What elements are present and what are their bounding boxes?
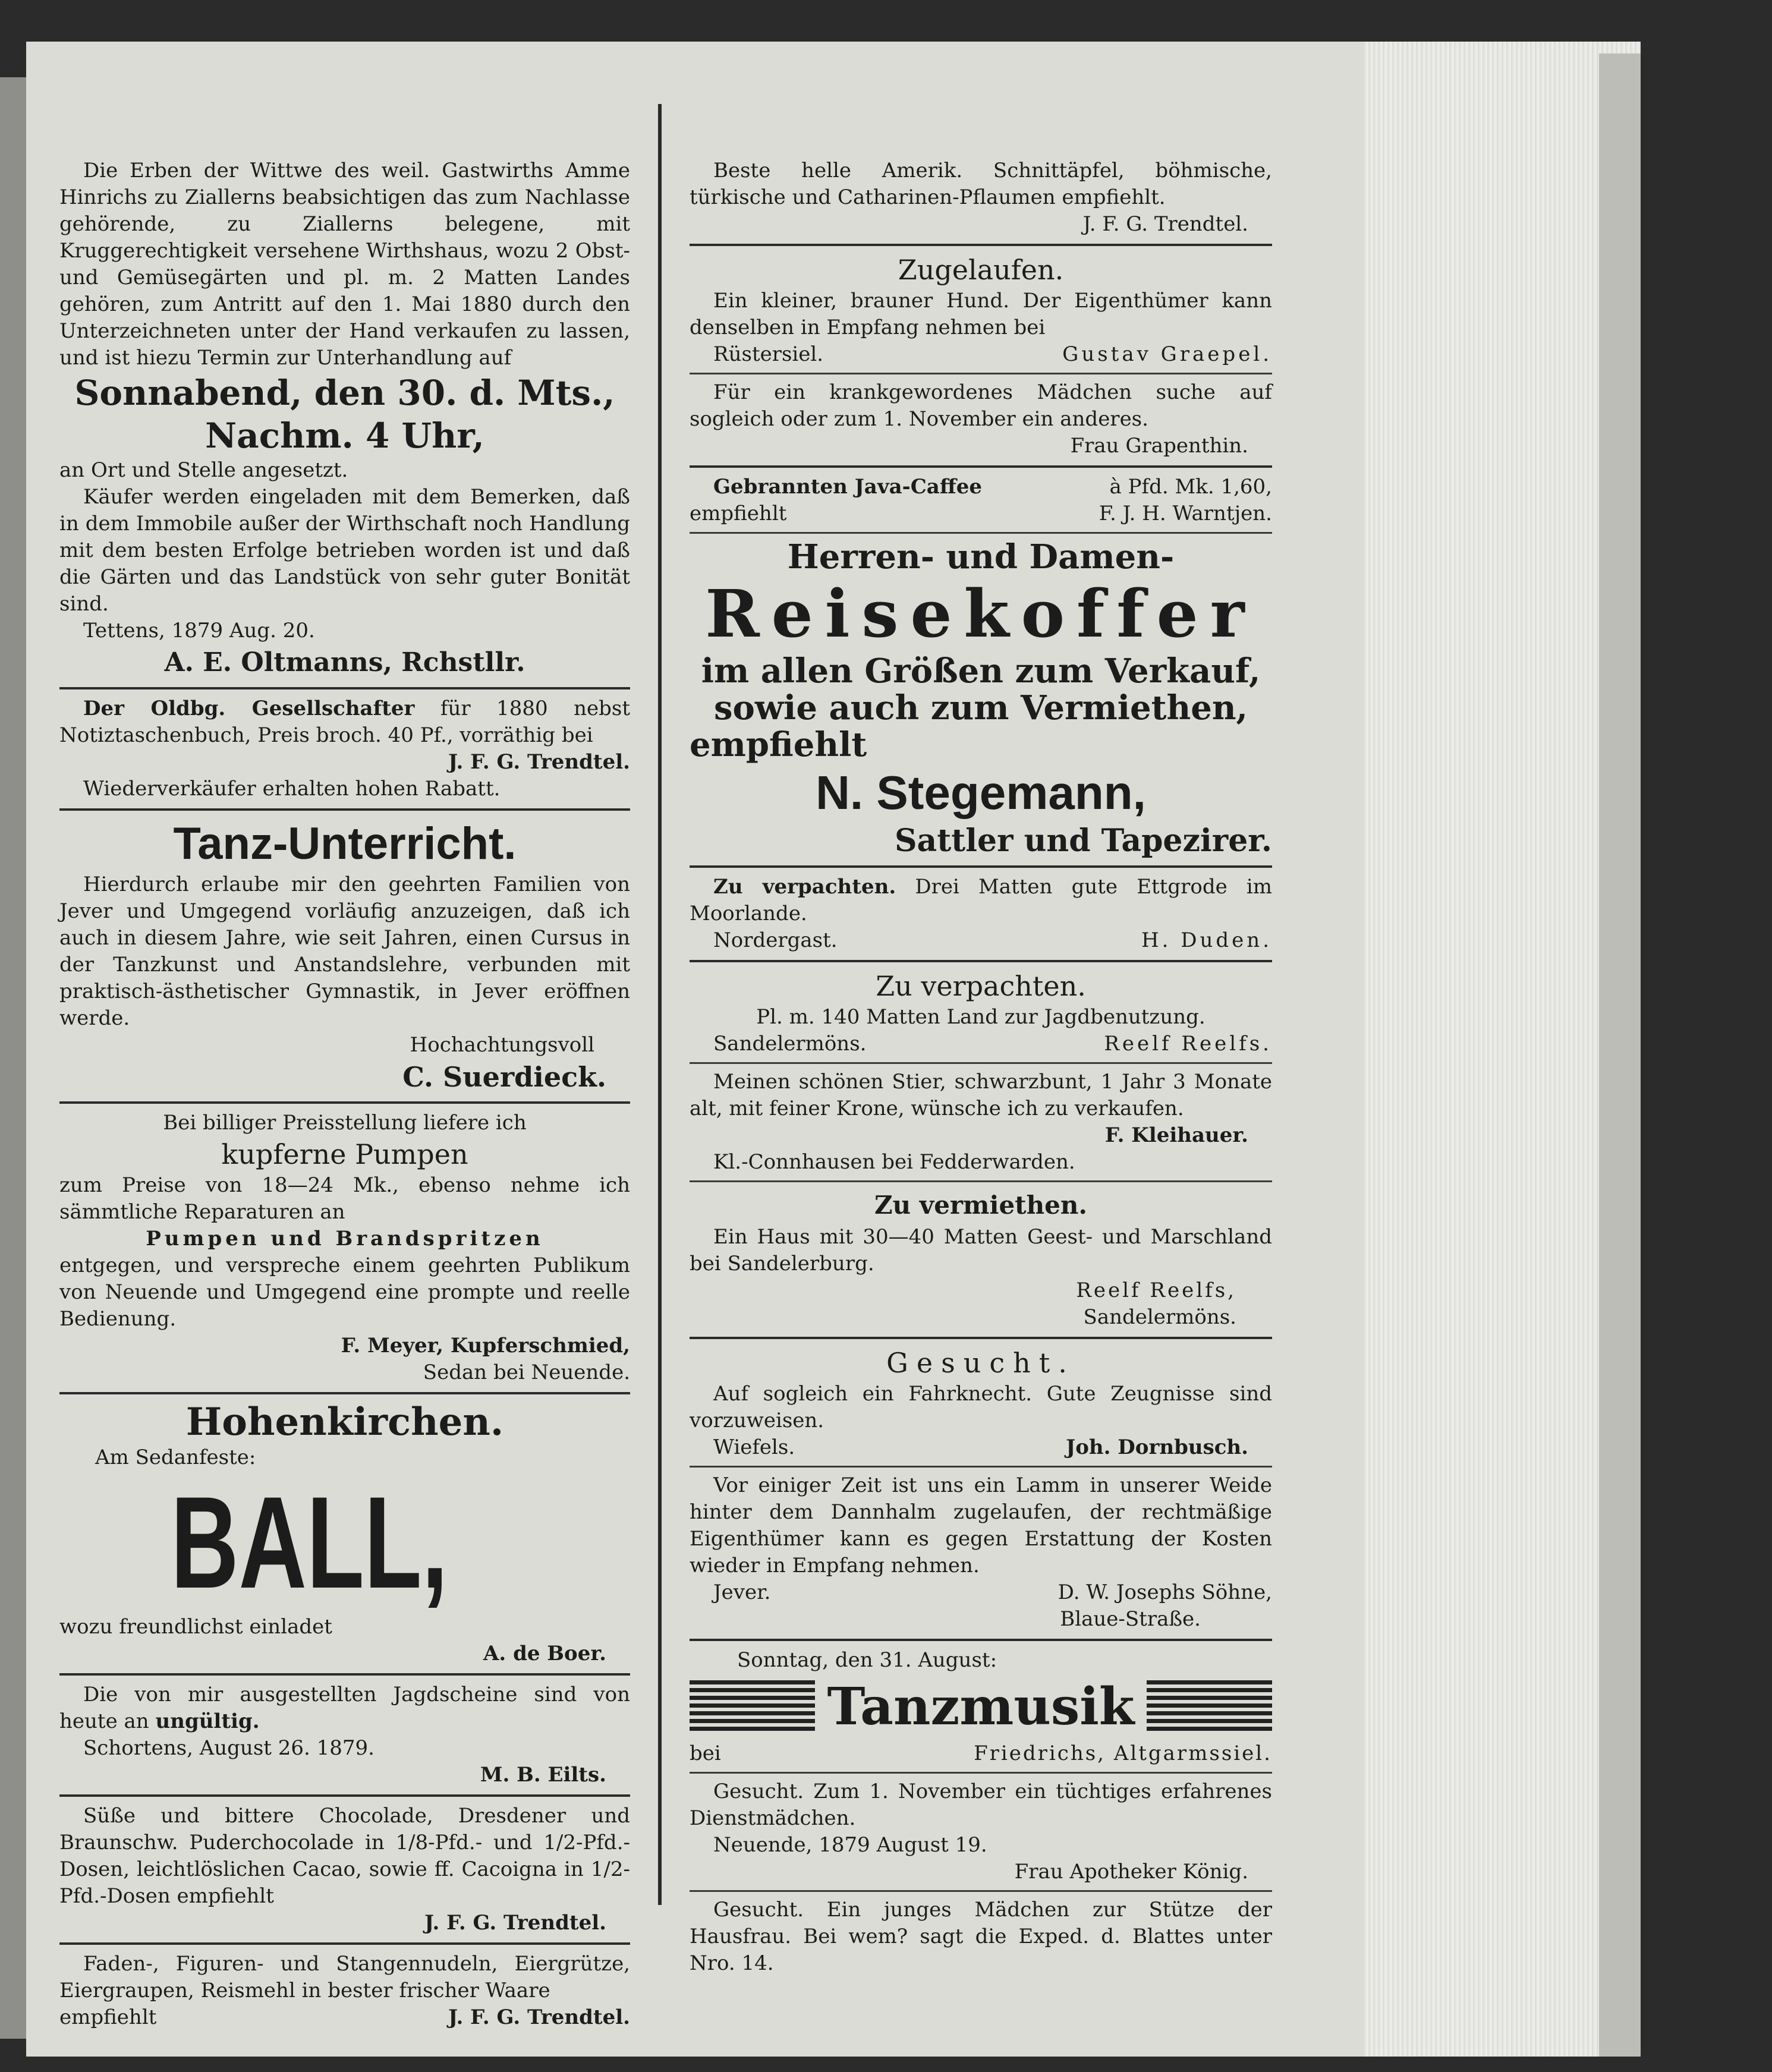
- ad-separator: [690, 532, 1272, 534]
- ad-separator: [690, 244, 1272, 246]
- ad-signature: C. Suerdieck.: [402, 1061, 606, 1093]
- ad-bold: ungültig.: [155, 1709, 260, 1733]
- ad-sub: Am Sedanfeste:: [95, 1446, 256, 1469]
- ad-stuetze: [690, 1897, 1272, 1977]
- ad-zugelaufen: [690, 252, 1272, 368]
- ad-separator: [59, 1942, 630, 1945]
- ad-body: Beste helle Amerik. Schnittäpfel, böhmische, türkische und Catharinen-Pflaumen empfiehlt.: [690, 159, 1272, 209]
- ad-place: Blaue-Straße.: [1060, 1607, 1201, 1631]
- ad-maedchen: [690, 379, 1272, 459]
- ad-body-text: Drei Matten gute Ettgrode im Moorlande.: [690, 875, 1272, 925]
- ad-nudeln: [59, 1951, 630, 2031]
- left-column: [59, 158, 630, 2031]
- ad-verpachten-ettgrode: [690, 874, 1272, 954]
- decorative-lines: [1147, 1680, 1272, 1734]
- ad-signature: H. Duden.: [1141, 928, 1272, 952]
- ad-footer: [690, 341, 1272, 368]
- ad-place: Kl.-Connhausen bei Fedderwarden.: [713, 1150, 1075, 1174]
- ad-jagdscheine: [59, 1681, 630, 1788]
- ad-place: Sandelermöns.: [1083, 1305, 1236, 1329]
- ad-signature: Frau Apotheker König.: [1014, 1860, 1248, 1884]
- ad-left: Wiefels.: [713, 1435, 795, 1459]
- ad-trade: Sattler und Tapezirer.: [894, 823, 1272, 859]
- ad-footer: [690, 500, 1272, 527]
- ad-lead: Der Oldbg. Gesellschafter: [83, 697, 415, 720]
- ad-reisekoffer: [690, 539, 1272, 859]
- ad-signature: Reelf Reelfs,: [1076, 1279, 1236, 1302]
- ad-signature: F. Meyer, Kupferschmied,: [341, 1334, 630, 1358]
- ad-separator: [690, 960, 1272, 962]
- ad-body: Süße und bittere Chocolade, Dresdener und Braunschw. Puderchocolade in 1/8-Pfd.- und 1/2-Pfd.-Dosen, leichtlöslichen Cacao, sowie ff. Cacoigna in 1/2-Pfd.-Dosen empfiehlt: [59, 1804, 630, 1908]
- previous-page-edge: [0, 77, 26, 2039]
- ad-left: Jever.: [713, 1580, 771, 1604]
- ad-line2: Reisekoffer: [705, 575, 1257, 652]
- ad-left: Rüstersiel.: [713, 342, 824, 366]
- ad-left: Nordergast.: [713, 928, 838, 952]
- ad-line5: empfiehlt: [690, 725, 867, 764]
- ad-intro: Bei billiger Preisstellung liefere ich: [163, 1111, 527, 1135]
- ad-date: Sonntag, den 31. August:: [737, 1648, 997, 1672]
- ad-separator: [690, 1466, 1272, 1468]
- ad-dateline: Schortens, August 26. 1879.: [83, 1736, 374, 1760]
- ad-invite: wozu freundlichst einladet: [59, 1615, 332, 1639]
- ad-footer: [690, 1579, 1272, 1606]
- ad-signature: Reelf Reelfs.: [1104, 1032, 1272, 1056]
- ad-body: Pl. m. 140 Matten Land zur Jagdbenutzung.: [756, 1005, 1206, 1029]
- ad-mid: Pumpen und Brandspritzen: [146, 1227, 544, 1251]
- ad-separator: [690, 865, 1272, 868]
- decorative-lines: [690, 1680, 815, 1734]
- ad-heading: Tanz-Unterricht.: [173, 818, 517, 869]
- ad-signature: J. F. G. Trendtel.: [424, 1911, 606, 1935]
- ad-body-text: für 1880 nebst Notiztaschenbuch, Preis broch. 40 Pf., vorräthig bei: [59, 697, 630, 747]
- ad-signature: J. F. G. Trendtel.: [448, 2005, 630, 2029]
- ad-signature: Friedrichs, Altgarmssiel.: [974, 1742, 1272, 1765]
- ad-left: empfiehlt: [690, 502, 787, 525]
- ad-body: Vor einiger Zeit ist uns ein Lamm in unserer Weide hinter dem Dannhalm zugelaufen, der rechtmäßige Eigenthümer kann es gegen Erstattung der Kosten wieder in Empfang nehmen.: [690, 1473, 1272, 1577]
- ad-separator: [690, 1062, 1272, 1064]
- ad-separator: [690, 1180, 1272, 1182]
- ad-heading: Zugelaufen.: [898, 254, 1064, 286]
- ad-separator: [690, 1639, 1272, 1641]
- ad-stier: [690, 1069, 1272, 1176]
- ad-signature: D. W. Josephs Söhne,: [1057, 1580, 1272, 1604]
- ad-heading: Zu vermiethen.: [874, 1191, 1087, 1220]
- ad-note: Käufer werden eingeladen mit dem Bemerken, daß in dem Immobile außer der Wirthschaft noch Handlung mit dem besten Erfolge betrieben worden ist und daß die Gärten und das Landstück von sehr guter Bonität sind.: [59, 485, 630, 616]
- ad-signature: F. J. H. Warntjen.: [1099, 502, 1272, 525]
- ad-footer: [690, 927, 1272, 954]
- ad-dienstmaedchen: [690, 1778, 1272, 1885]
- ad-dateline: Neuende, 1879 August 19.: [713, 1833, 987, 1857]
- ad-left: empfiehlt: [59, 2005, 157, 2029]
- ad-body: Gesucht. Ein junges Mädchen zur Stütze der Hausfrau. Bei wem? sagt die Exped. d. Blattes unter Nro. 14.: [690, 1898, 1272, 1975]
- ad-heading: Tanzmusik: [827, 1677, 1135, 1737]
- ad-signature: Frau Grapenthin.: [1070, 434, 1248, 458]
- ad-separator: [59, 1794, 630, 1797]
- ad-body: Faden-, Figuren- und Stangennudeln, Eiergrütze, Eiergraupen, Reismehl in bester frischer Waare: [59, 1952, 630, 2002]
- ad-gesellschafter: [59, 695, 630, 802]
- ad-line3: im allen Größen zum Verkauf,: [701, 651, 1261, 691]
- ad-lamm: [690, 1472, 1272, 1633]
- ad-place: Sedan bei Neuende.: [423, 1361, 630, 1384]
- ad-signature: F. Kleihauer.: [1104, 1123, 1248, 1147]
- ad-body: Hierdurch erlaube mir den geehrten Familien von Jever und Umgegend vorläufig anzuzeigen, daß ich auch in diesem Jahre, wie seit Jahren, einen Cursus in der Tanzkunst und Anstandslehre, verbunden mit praktisch-ästhetischer Gymnastik, in Jever eröffnen werde.: [59, 873, 630, 1030]
- ad-signature: A. E. Oltmanns, Rchstllr.: [164, 647, 525, 678]
- ad-signature: Gustav Graepel.: [1062, 342, 1272, 366]
- ad-signature: A. de Boer.: [483, 1642, 606, 1665]
- ad-headline: [690, 474, 1272, 500]
- ad-heading: Hohenkirchen.: [185, 1400, 504, 1444]
- ad-footer: [59, 2004, 630, 2031]
- ad-separator: [59, 687, 630, 689]
- ad-tanz-unterricht: [59, 817, 630, 1095]
- ad-gesucht-fahrknecht: [690, 1345, 1272, 1461]
- ad-left: Sandelermöns.: [713, 1032, 867, 1056]
- ad-vermiethen: [690, 1187, 1272, 1331]
- ad-dateline: Tettens, 1879 Aug. 20.: [83, 619, 315, 643]
- ad-ball: [59, 1400, 630, 1667]
- ad-footer: [690, 1434, 1272, 1461]
- ad-line1: Herren- und Damen-: [787, 537, 1175, 577]
- ad-wirthshaus: [59, 158, 630, 681]
- ad-tanzmusik: [690, 1647, 1272, 1767]
- ad-body: [59, 695, 630, 749]
- ad-name: N. Stegemann,: [816, 766, 1146, 819]
- ad-separator: [59, 1101, 630, 1104]
- ad-heading-row: [690, 1677, 1272, 1737]
- ad-separator: [690, 1337, 1272, 1339]
- ad-place: an Ort und Stelle angesetzt.: [59, 458, 348, 482]
- ad-footer: [690, 1740, 1272, 1767]
- ad-left: bei: [690, 1742, 721, 1765]
- ad-heading: Gesucht.: [886, 1347, 1075, 1379]
- ad-line4: sowie auch zum Vermiethen,: [713, 688, 1248, 728]
- ad-price: à Pfd. Mk. 1,60,: [1109, 475, 1272, 499]
- book-cover-edge: [1599, 53, 1641, 2057]
- ad-separator: [690, 373, 1272, 374]
- ad-body: [690, 874, 1272, 927]
- ad-lead: Gebrannten Java-Caffee: [713, 475, 982, 499]
- ad-signature: Joh. Dornbusch.: [1066, 1435, 1248, 1459]
- ad-caffee: [690, 474, 1272, 527]
- column-divider: [658, 104, 662, 1905]
- ad-body: zum Preise von 18—24 Mk., ebenso nehme ich sämmtliche Reparaturen an: [59, 1173, 630, 1224]
- ad-heading: Zu verpachten.: [876, 970, 1086, 1002]
- ad-body: [59, 1681, 630, 1735]
- ad-body: Die Erben der Wittwe des weil. Gastwirths Amme Hinrichs zu Ziallerns beabsichtigen das zum Nachlasse gehörende, zu Ziallerns belegene, mit Kruggerechtigkeit versehene Wirthshaus, wozu 2 Obst- und Gemüsegärten und pl. m. 2 Matten Landes gehören, zum Antritt auf den 1. Mai 1880 durch den Unterzeichneten unter der Hand verkaufen zu lassen, und ist hiezu Termin zur Unterhandlung auf: [59, 159, 630, 370]
- ad-separator: [59, 1673, 630, 1676]
- ad-body: Ein Haus mit 30—40 Matten Geest- und Marschland bei Sandelerburg.: [690, 1225, 1272, 1276]
- ad-body: Gesucht. Zum 1. November ein tüchtiges erfahrenes Dienstmädchen.: [690, 1780, 1272, 1830]
- ad-closing: Hochachtungsvoll: [410, 1033, 594, 1057]
- right-column: [690, 158, 1272, 1977]
- ad-body-text: Die von mir ausgestellten Jagdscheine sind von heute an: [59, 1683, 630, 1733]
- ad-date: Sonnabend, den 30. d. Mts.,: [74, 373, 615, 413]
- ad-aepfel: [690, 158, 1272, 238]
- ad-footer: [690, 1031, 1272, 1057]
- ad-signature: J. F. G. Trendtel.: [1082, 212, 1248, 236]
- ad-verpachten-jagd: [690, 968, 1272, 1057]
- ad-signature: J. F. G. Trendtel.: [448, 750, 630, 774]
- ad-body: Ein kleiner, brauner Hund. Der Eigenthümer kann denselben in Empfang nehmen bei: [690, 289, 1272, 339]
- ad-time: Nachm. 4 Uhr,: [205, 415, 484, 456]
- ad-pumpen: [59, 1110, 630, 1386]
- ad-separator: [59, 1392, 630, 1394]
- ad-separator: [690, 1772, 1272, 1774]
- ad-separator: [59, 808, 630, 811]
- ad-separator: [690, 1890, 1272, 1892]
- ad-body: Auf sogleich ein Fahrknecht. Gute Zeugnisse sind vorzuweisen.: [690, 1382, 1272, 1432]
- ad-signature: M. B. Eilts.: [480, 1763, 606, 1787]
- ad-body: Für ein krankgewordenes Mädchen suche auf sogleich oder zum 1. November ein anderes.: [690, 380, 1272, 431]
- ad-ball-title: BALL,: [171, 1469, 448, 1616]
- ad-lead: Zu verpachten.: [713, 875, 896, 899]
- ad-separator: [690, 465, 1272, 468]
- ad-note: Wiederverkäufer erhalten hohen Rabatt.: [83, 777, 501, 801]
- ad-body: Meinen schönen Stier, schwarzbunt, 1 Jahr 3 Monate alt, mit feiner Krone, wünsche ich zu verkaufen.: [690, 1070, 1272, 1120]
- ad-chocolade: [59, 1803, 630, 1936]
- ad-body: entgegen, und verspreche einem geehrten Publikum von Neuende und Umgegend eine prompte und reelle Bedienung.: [59, 1254, 630, 1331]
- ad-heading: kupferne Pumpen: [221, 1138, 468, 1170]
